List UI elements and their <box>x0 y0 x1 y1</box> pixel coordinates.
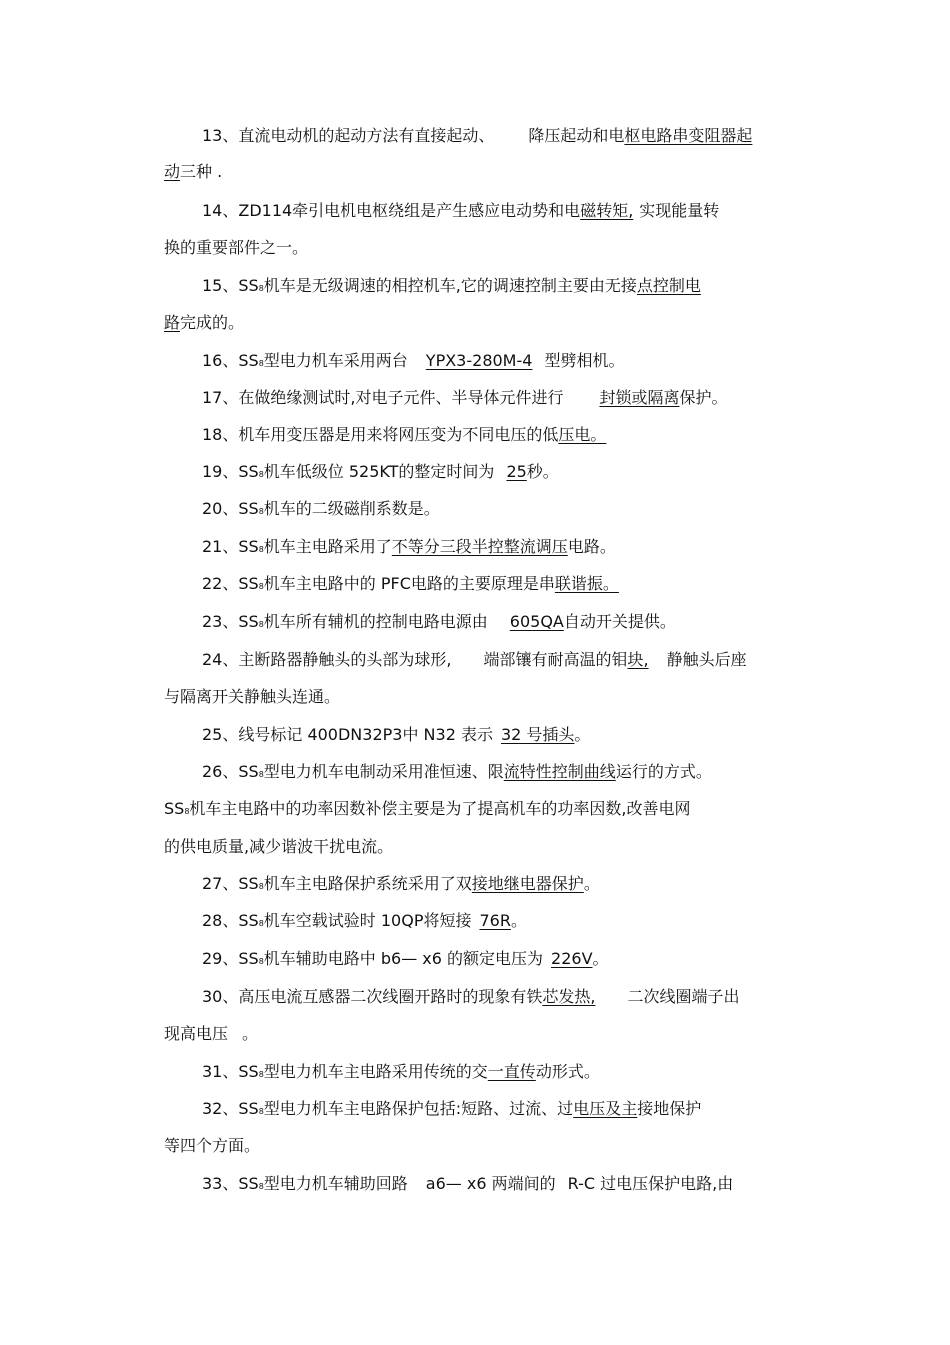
item-16-text: 16、SS <box>202 351 259 370</box>
item-30-text: 。 <box>242 1024 259 1043</box>
item-32-line-1 <box>202 1099 701 1121</box>
item-13-text: 三种 . <box>180 162 223 181</box>
item-14-line-2 <box>164 238 308 260</box>
item-25-text: 25、线号标记 400DN32P3中 N32 表示 <box>202 725 493 744</box>
item-24-text: 24、主断路器静触头的头部为球形, <box>202 650 452 669</box>
item-28-text: 。 <box>510 911 527 930</box>
item-13-line-2 <box>164 162 222 184</box>
item-29-subscript: 8 <box>258 957 264 966</box>
item-15-line-2 <box>164 313 244 335</box>
item-13-text: 降压起动和电 <box>528 126 625 145</box>
item-20 <box>202 499 440 521</box>
item-15-line-1 <box>202 276 735 298</box>
item-21-text: 电路。 <box>567 537 616 556</box>
item-17-answer: 封锁或隔离 <box>599 388 680 407</box>
item-18-text: 18、机车用变压器是用来将网压变为不同电压的低 <box>202 425 559 444</box>
item-22-answer: 联谐振。 <box>554 574 619 593</box>
item-14-text: 实现能量转 <box>639 201 720 220</box>
item-26-subscript: 8 <box>184 807 190 816</box>
item-14-text: 换的重要部件之一。 <box>164 238 309 257</box>
item-19-text: 机车低级位 525KT的整定时间为 <box>263 462 495 481</box>
item-14-line-1 <box>202 201 719 223</box>
item-18-answer: 压电。 <box>558 425 607 444</box>
item-25 <box>202 725 590 747</box>
item-19-answer: 25 <box>506 462 527 481</box>
item-26-text: 的供电质量,减少谐波干扰电流。 <box>164 837 394 856</box>
item-15-answer: 路 <box>164 313 181 332</box>
item-16 <box>202 351 624 373</box>
item-33-text: 型电力机车辅助回路 <box>263 1174 408 1193</box>
item-16-text: 型劈相机。 <box>544 351 625 370</box>
item-26-answer: 流特性控制曲线 <box>503 762 616 781</box>
item-24-text: 端部镶有耐高温的钼 <box>483 650 628 669</box>
item-24-line-2 <box>164 687 340 709</box>
item-14-answer: 磁转矩, <box>580 201 634 220</box>
item-17-text: 17、在做绝缘测试时,对电子元件、半导体元件进行 <box>202 388 564 407</box>
item-27-subscript: 8 <box>258 882 264 891</box>
item-26-text: 运行的方式。 <box>615 762 712 781</box>
item-20-text: 20、SS <box>202 499 259 518</box>
item-27-text: 机车主电路保护系统采用了双 <box>263 874 472 893</box>
item-31 <box>202 1062 600 1084</box>
item-28-subscript: 8 <box>258 919 264 928</box>
item-13-answer: 枢电路串变阻器起 <box>624 126 753 145</box>
item-25-text: 。 <box>574 725 591 744</box>
item-29-text: 。 <box>592 949 609 968</box>
item-26-line-3 <box>164 837 393 859</box>
item-23-text: 23、SS <box>202 612 259 631</box>
item-28 <box>202 911 527 933</box>
item-31-answer: 一直传 <box>487 1062 536 1081</box>
item-15-text: 完成的。 <box>180 313 245 332</box>
item-19-subscript: 8 <box>258 470 264 479</box>
item-31-text: 31、SS <box>202 1062 259 1081</box>
item-29 <box>202 949 609 971</box>
item-32-line-2 <box>164 1136 260 1158</box>
item-33 <box>202 1174 733 1196</box>
item-16-subscript: 8 <box>258 359 264 368</box>
item-27-text: 27、SS <box>202 874 259 893</box>
item-15-subscript: 8 <box>258 284 264 293</box>
item-19-text: 秒。 <box>526 462 559 481</box>
item-30-text: 30、高压电流互感器二次线圈开路时的现象有铁 <box>202 987 543 1006</box>
item-31-subscript: 8 <box>258 1070 264 1079</box>
item-32-text: 32、SS <box>202 1099 259 1118</box>
item-27 <box>202 874 600 896</box>
item-17 <box>202 388 727 410</box>
item-23-subscript: 8 <box>258 620 264 629</box>
item-14-text: 14、ZD114牵引电机电枢绕组是产生感应电动势和电 <box>202 201 581 220</box>
item-29-answer: 226V <box>551 949 593 968</box>
item-15-text: 15、SS <box>202 276 259 295</box>
item-26-line-1 <box>202 762 712 784</box>
item-22-subscript: 8 <box>258 582 264 591</box>
item-15-answer: 点控制电 <box>636 276 701 295</box>
item-29-text: 29、SS <box>202 949 259 968</box>
item-23-text: 自动开关提供。 <box>563 612 676 631</box>
item-13-answer: 动 <box>164 162 181 181</box>
item-17-text: 保护。 <box>679 388 728 407</box>
item-21-answer: 不等分三段半控整流调压 <box>391 537 568 556</box>
item-19 <box>202 462 559 484</box>
item-31-text: 动形式。 <box>535 1062 600 1081</box>
item-16-answer: YPX3-280M-4 <box>425 351 533 370</box>
item-13-line-1 <box>202 126 768 148</box>
item-33-text: a6— x6 两端间的 <box>425 1174 556 1193</box>
item-25-answer: 32 号插头 <box>500 725 575 744</box>
item-29-text: 机车辅助电路中 b6— x6 的额定电压为 <box>263 949 544 968</box>
item-30-answer: 芯发热, <box>542 987 596 1006</box>
item-23-answer: 605QA <box>509 612 564 631</box>
item-30-line-2 <box>164 1024 258 1046</box>
item-32-answer: 电压及主 <box>573 1099 638 1118</box>
item-33-text: 33、SS <box>202 1174 259 1193</box>
item-28-text: 28、SS <box>202 911 259 930</box>
item-26-line-2 <box>164 799 691 821</box>
item-30-text: 二次线圈端子出 <box>627 987 740 1006</box>
item-26-text: SS <box>164 799 185 818</box>
item-22-text: 22、SS <box>202 574 259 593</box>
item-26-text: 型电力机车电制动采用准恒速、限 <box>263 762 504 781</box>
item-24-line-1 <box>202 650 747 672</box>
item-18 <box>202 425 620 447</box>
item-24-text: 静触头后座 <box>666 650 747 669</box>
item-32-text: 型电力机车主电路保护包括:短路、过流、过 <box>263 1099 574 1118</box>
item-22-text: 机车主电路中的 PFC电路的主要原理是串 <box>263 574 555 593</box>
item-28-answer: 76R <box>479 911 511 930</box>
item-32-subscript: 8 <box>258 1107 264 1116</box>
item-20-text: 机车的二级磁削系数是。 <box>263 499 440 518</box>
item-30-line-1 <box>202 987 739 1009</box>
item-32-text: 接地保护 <box>637 1099 702 1118</box>
item-26-subscript: 8 <box>258 770 264 779</box>
item-24-answer: 块, <box>627 650 649 669</box>
item-21-text: 机车主电路采用了 <box>263 537 392 556</box>
item-16-text: 型电力机车采用两台 <box>263 351 408 370</box>
item-19-text: 19、SS <box>202 462 259 481</box>
item-27-text: 。 <box>583 874 600 893</box>
item-23-text: 机车所有辅机的控制电路电源由 <box>263 612 488 631</box>
item-21-subscript: 8 <box>258 545 264 554</box>
item-22 <box>202 574 619 596</box>
item-26-text: 26、SS <box>202 762 259 781</box>
item-13-text: 13、直流电动机的起动方法有直接起动、 <box>202 126 495 145</box>
item-21 <box>202 537 616 559</box>
item-27-answer: 接地继电器保护 <box>471 874 584 893</box>
item-15-text: 机车是无级调速的相控机车,它的调速控制主要由无接 <box>263 276 637 295</box>
item-24-text: 与隔离开关静触头连通。 <box>164 687 341 706</box>
item-30-text: 现高电压 <box>164 1024 229 1043</box>
item-33-text: R-C 过电压保护电路,由 <box>567 1174 734 1193</box>
item-23 <box>202 612 676 634</box>
item-28-text: 机车空载试验时 10QP将短接 <box>263 911 472 930</box>
item-33-subscript: 8 <box>258 1182 264 1191</box>
item-21-text: 21、SS <box>202 537 259 556</box>
item-31-text: 型电力机车主电路采用传统的交 <box>263 1062 488 1081</box>
item-20-subscript: 8 <box>258 507 264 516</box>
item-26-text: 机车主电路中的功率因数补偿主要是为了提高机车的功率因数,改善电网 <box>189 799 691 818</box>
item-32-text: 等四个方面。 <box>164 1136 261 1155</box>
